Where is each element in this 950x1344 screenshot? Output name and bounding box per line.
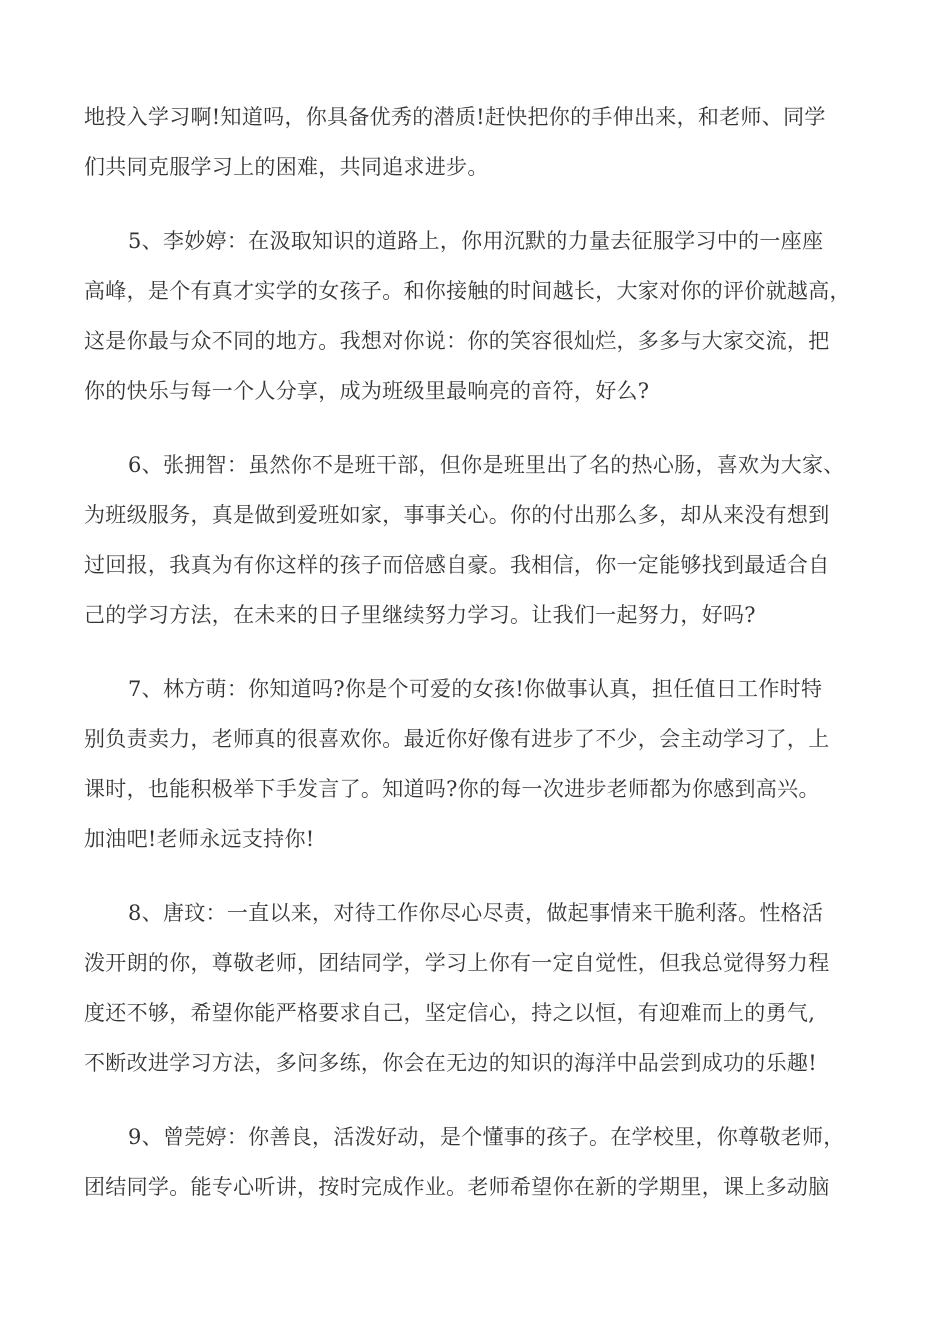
paragraph-item-9 — [84, 1112, 884, 1212]
paragraph-continued — [84, 92, 884, 192]
text-line: 这是你最与众不同的地方。我想对你说：你的笑容很灿烂，多多与大家交流，把 — [84, 329, 830, 353]
text-line: 你的快乐与每一个人分享，成为班级里最响亮的音符，好么? — [84, 379, 650, 403]
text-line: 6、张拥智：虽然你不是班干部，但你是班里出了名的热心肠，喜欢为大家、 — [128, 453, 845, 477]
paragraph-item-5 — [84, 216, 884, 416]
text-line: 度还不够，希望你能严格要求自己，坚定信心，持之以恒，有迎难而上的勇气, — [84, 1001, 816, 1025]
text-line: 7、林方萌：你知道吗?你是个可爱的女孩!你做事认真，担任值日工作时特 — [128, 677, 823, 701]
text-line: 为班级服务，真是做到爱班如家，事事关心。你的付出那么多，却从来没有想到 — [84, 503, 830, 527]
text-line: 9、曾莞婷：你善良，活泼好动，是个懂事的孩子。在学校里，你尊敬老师， — [128, 1125, 845, 1149]
paragraph-item-6 — [84, 440, 884, 640]
text-line: 过回报，我真为有你这样的孩子而倍感自豪。我相信，你一定能够找到最适合自 — [84, 553, 830, 577]
text-line: 地投入学习啊!知道吗，你具备优秀的潜质!赶快把你的手伸出来，和老师、同学 — [84, 105, 826, 129]
text-line: 5、李妙婷：在汲取知识的道路上，你用沉默的力量去征服学习中的一座座 — [128, 229, 824, 253]
text-line: 别负责卖力，老师真的很喜欢你。最近你好像有进步了不少，会主动学习了，上 — [84, 727, 830, 751]
text-line: 团结同学。能专心听讲，按时完成作业。老师希望你在新的学期里，课上多动脑 — [84, 1175, 830, 1199]
text-line: 己的学习方法，在未来的日子里继续努力学习。让我们一起努力，好吗? — [84, 603, 756, 627]
text-line: 泼开朗的你，尊敬老师，团结同学，学习上你有一定自觉性，但我总觉得努力程 — [84, 951, 830, 975]
text-line: 加油吧!老师永远支持你! — [84, 827, 315, 851]
text-line: 不断改进学习方法，多问多练，你会在无边的知识的海洋中品尝到成功的乐趣! — [84, 1051, 817, 1075]
text-line: 课时，也能积极举下手发言了。知道吗?你的每一次进步老师都为你感到高兴。 — [84, 777, 820, 801]
text-line: 高峰，是个有真才实学的女孩子。和你接触的时间越长，大家对你的评价就越高， — [84, 279, 851, 303]
text-line: 8、唐玟：一直以来，对待工作你尽心尽责，做起事情来干脆利落。性格活 — [128, 901, 824, 925]
document-page — [84, 92, 884, 1236]
text-line: 们共同克服学习上的困难，共同追求进步。 — [84, 155, 489, 179]
paragraph-item-8 — [84, 888, 884, 1088]
paragraph-item-7 — [84, 664, 884, 864]
